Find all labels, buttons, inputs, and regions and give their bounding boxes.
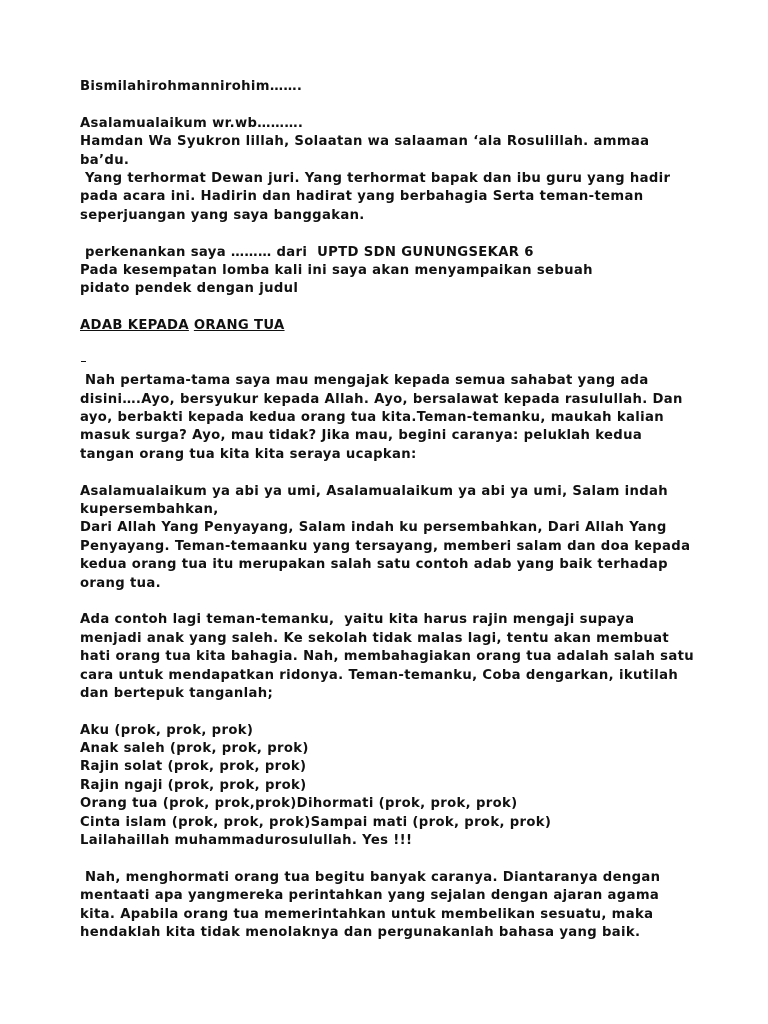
text-line: Dari Allah Yang Penyayang, Salam indah ku persembahkan, Dari Allah Yang bbox=[80, 520, 667, 536]
text-line: kedua orang tua itu merupakan salah satu contoh adab yang baik terhadap bbox=[80, 557, 668, 573]
text-line: pidato pendek dengan judul bbox=[80, 281, 299, 297]
text-line: Ada contoh lagi teman-temanku, yaitu kita harus rajin mengaji supaya bbox=[80, 612, 635, 628]
chant-line: Rajin solat (prok, prok, prok) bbox=[80, 759, 307, 775]
text-line: perkenankan saya ……… dari UPTD SDN GUNUNGSEKAR 6 bbox=[80, 244, 534, 260]
stray-mark-line bbox=[80, 354, 730, 372]
chant-line: Anak saleh (prok, prok, prok) bbox=[80, 741, 309, 757]
salam-line: Asalamualaikum wr.wb………. bbox=[80, 115, 304, 131]
speech-title bbox=[80, 317, 730, 335]
text-line: Yang terhormat Dewan juri. Yang terhormat bapak dan ibu guru yang hadir bbox=[80, 170, 671, 186]
text-line: Nah pertama-tama saya mau mengajak kepada semua sahabat yang ada bbox=[80, 373, 649, 389]
text-line: mentaati apa yangmereka perintahkan yang sejalan dengan ajaran agama bbox=[80, 888, 660, 904]
text-line: masuk surga? Ayo, mau tidak? Jika mau, begini caranya: peluklah kedua bbox=[80, 428, 643, 444]
text-line: Pada kesempatan lomba kali ini saya akan menyampaikan sebuah bbox=[80, 262, 593, 278]
text-line: seperjuangan yang saya banggakan. bbox=[80, 207, 365, 223]
text-line: pada acara ini. Hadirin dan hadirat yang berbahagia Serta teman-teman bbox=[80, 189, 644, 205]
text-line: hati orang tua kita bahagia. Nah, membahagiakan orang tua adalah salah satu bbox=[80, 649, 694, 665]
text-line: disini….Ayo, bersyukur kepada Allah. Ayo, bersalawat kepada rasulullah. Dan bbox=[80, 391, 683, 407]
text-line: orang tua. bbox=[80, 575, 161, 591]
text-line: menjadi anak yang saleh. Ke sekolah tidak malas lagi, tentu akan membuat bbox=[80, 630, 670, 646]
text-line: kita. Apabila orang tua memerintahkan untuk membelikan sesuatu, maka bbox=[80, 906, 654, 922]
text-line: Penyayang. Teman-temaanku yang tersayang, memberi salam dan doa kepada bbox=[80, 538, 691, 554]
text-line: tangan orang tua kita kita seraya ucapkan: bbox=[80, 446, 417, 462]
chant-line: Orang tua (prok, prok,prok)Dihormati (prok, prok, prok) bbox=[80, 796, 518, 812]
chant-line: Rajin ngaji (prok, prok, prok) bbox=[80, 777, 307, 793]
chant-line: Lailahaillah muhammadurosulullah. Yes !!! bbox=[80, 833, 413, 849]
text-line: kupersembahkan, bbox=[80, 501, 219, 517]
title-part-2: ORANG TUA bbox=[193, 318, 285, 334]
text-line: ba’du. bbox=[80, 152, 130, 168]
text-line: Hamdan Wa Syukron lillah, Solaatan wa salaaman ‘ala Rosulillah. ammaa bbox=[80, 134, 650, 150]
text-line: cara untuk mendapatkan ridonya. Teman-temanku, Coba dengarkan, ikutilah bbox=[80, 667, 679, 683]
text-line: Asalamualaikum ya abi ya umi, Asalamualaikum ya abi ya umi, Salam indah bbox=[80, 483, 669, 499]
text-line: ayo, berbakti kepada kedua orang tua kita.Teman-temanku, maukah kalian bbox=[80, 410, 664, 426]
chant-line: Cinta islam (prok, prok, prok)Sampai mati (prok, prok, prok) bbox=[80, 814, 552, 830]
text-line: hendaklah kita tidak menolaknya dan pergunakanlah bahasa yang baik. bbox=[80, 924, 641, 940]
title-part-1: ADAB KEPADA bbox=[80, 318, 189, 334]
opening-line: Bismilahirohmannirohim……. bbox=[80, 79, 303, 94]
speech-text bbox=[80, 78, 730, 942]
text-line: dan bertepuk tanganlah; bbox=[80, 685, 274, 701]
chant-line: Aku (prok, prok, prok) bbox=[80, 722, 254, 738]
text-line: Nah, menghormati orang tua begitu banyak caranya. Diantaranya dengan bbox=[80, 869, 661, 885]
stray-underline-mark bbox=[81, 361, 86, 362]
